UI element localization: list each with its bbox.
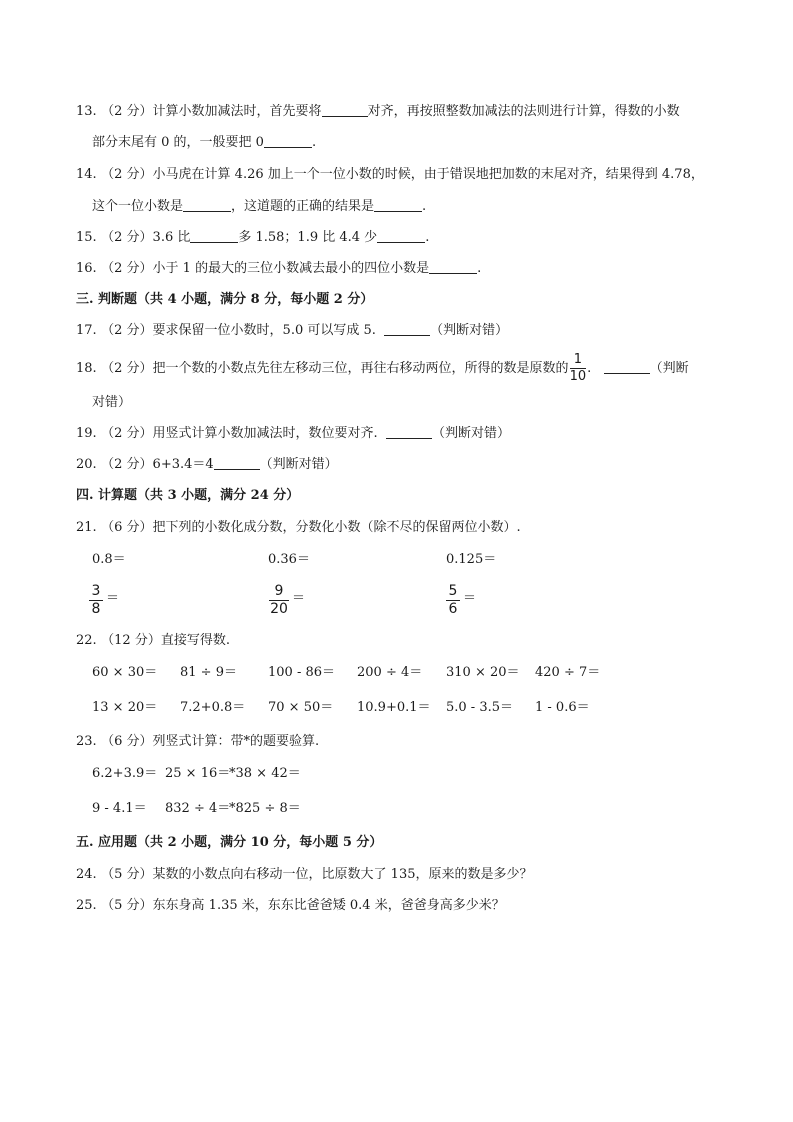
question-23: [76, 733, 319, 751]
question-number: 13.: [76, 104, 97, 119]
score: （2 分）: [101, 323, 153, 338]
fraction: [570, 353, 587, 384]
question-text: ，这道题的正确的结果是: [231, 199, 375, 214]
question-21: [76, 519, 521, 537]
equals-sign: ＝: [292, 591, 306, 606]
decimal-item: 0.125＝: [446, 552, 497, 567]
numerator: 1: [573, 352, 582, 367]
numerator: 5: [448, 583, 458, 599]
denominator: 20: [270, 601, 288, 617]
question-18-continued: 对错）: [92, 395, 132, 410]
question-18: [76, 353, 689, 384]
decimal-item: 0.8＝: [92, 552, 126, 567]
period: .: [587, 361, 592, 376]
answer-blank[interactable]: [190, 229, 238, 243]
answer-blank[interactable]: [214, 456, 260, 470]
question-text: 某数的小数点向右移动一位，比原数大了 135，原来的数是多少？: [152, 867, 533, 882]
question-19: [76, 425, 510, 443]
question-text: 把下列的小数化成分数，分数化小数（除不尽的保留两位小数）.: [152, 520, 521, 535]
fraction-item: [89, 584, 103, 617]
question-text: 直接写得数.: [160, 633, 230, 648]
answer-blank[interactable]: [604, 360, 650, 374]
question-14: [76, 166, 704, 184]
question-text: 要求保留一位小数时，5.0 可以写成 5.: [152, 323, 376, 338]
question-number: 21.: [76, 520, 97, 535]
question-number: 25.: [76, 898, 97, 913]
calc-item: 420 ÷ 7＝: [535, 665, 601, 680]
question-number: 18.: [76, 361, 97, 376]
question-text: 多 1.58；1.9 比 4.4 少: [238, 230, 378, 245]
question-13-continued: [92, 134, 316, 152]
question-text: 用竖式计算小数加减法时，数位要对齐.: [152, 426, 378, 441]
question-13: [76, 103, 680, 121]
calc-item: 1 - 0.6＝: [535, 700, 590, 715]
judge-note: （判断对错）: [259, 457, 338, 472]
calc-item: 100 - 86＝: [268, 665, 336, 680]
score: （5 分）: [101, 898, 153, 913]
question-number: 24.: [76, 867, 97, 882]
score: （2 分）: [101, 261, 153, 276]
question-text: 小于 1 的最大的三位小数减去最小的四位小数是: [152, 261, 430, 276]
period: .: [311, 135, 317, 150]
vertical-calc-item: 832 ÷ 4＝: [165, 801, 231, 816]
section-3-title: 三. 判断题（共 4 小题，满分 8 分，每小题 2 分）: [76, 292, 374, 307]
question-text: 把一个数的小数点先往左移动三位，再往右移动两位，所得的数是原数的: [152, 361, 569, 376]
fraction-item: [269, 584, 289, 617]
calc-item: 13 × 20＝: [92, 700, 158, 715]
question-number: 20.: [76, 457, 97, 472]
vertical-calc-item: 25 × 16＝: [165, 766, 231, 781]
equals-sign: ＝: [463, 591, 477, 606]
question-15: [76, 229, 429, 247]
answer-blank[interactable]: [374, 198, 422, 212]
answer-blank[interactable]: [429, 260, 477, 274]
numerator: 9: [274, 583, 284, 599]
question-text: 计算小数加减法时，首先要将: [152, 104, 322, 119]
numerator: 3: [91, 583, 101, 599]
question-text: 对齐，再按照整数加减法的法则进行计算，得数的小数: [367, 104, 680, 119]
question-text: 部分末尾有 0 的，一般要把 0: [92, 135, 264, 150]
score: （2 分）: [101, 230, 153, 245]
calc-item: 7.2+0.8＝: [180, 700, 246, 715]
question-14-continued: [92, 198, 426, 216]
equals-sign: ＝: [106, 591, 120, 606]
denominator: 8: [91, 601, 101, 617]
denominator: 6: [448, 601, 458, 617]
score: （2 分）: [101, 167, 153, 182]
question-number: 23.: [76, 734, 97, 749]
answer-blank[interactable]: [386, 425, 432, 439]
denominator: 10: [569, 369, 587, 384]
question-22: [76, 632, 230, 650]
answer-blank[interactable]: [264, 134, 312, 148]
question-text: 东东身高 1.35 米，东东比爸爸矮 0.4 米，爸爸身高多少米？: [152, 898, 505, 913]
fraction-item: [446, 584, 460, 617]
calc-item: 60 × 30＝: [92, 665, 158, 680]
answer-blank[interactable]: [384, 322, 430, 336]
score: （5 分）: [101, 867, 153, 882]
score: （2 分）: [101, 426, 153, 441]
question-number: 16.: [76, 261, 97, 276]
judge-note: （判断对错）: [430, 323, 509, 338]
answer-blank[interactable]: [183, 198, 231, 212]
answer-blank[interactable]: [377, 229, 425, 243]
question-number: 14.: [76, 167, 97, 182]
score: （2 分）: [101, 457, 153, 472]
score: （2 分）: [101, 361, 153, 376]
question-text: 列竖式计算：带*的题要验算.: [152, 734, 320, 749]
question-16: [76, 260, 481, 278]
score: （12 分）: [101, 633, 161, 648]
question-20: [76, 456, 338, 474]
score: （6 分）: [101, 734, 153, 749]
judge-note: （判断: [649, 361, 689, 376]
vertical-calc-item: 6.2+3.9＝: [92, 766, 158, 781]
answer-blank[interactable]: [322, 103, 368, 117]
judge-note: （判断对错）: [431, 426, 510, 441]
score: （2 分）: [101, 104, 153, 119]
calc-item: 5.0 - 3.5＝: [446, 700, 514, 715]
calc-item: 81 ÷ 9＝: [180, 665, 237, 680]
calc-item: 10.9+0.1＝: [357, 700, 431, 715]
question-24: [76, 866, 533, 884]
vertical-calc-item: *825 ÷ 8＝: [229, 801, 301, 816]
period: .: [422, 199, 427, 214]
question-number: 15.: [76, 230, 97, 245]
section-5-title: 五. 应用题（共 2 小题，满分 10 分，每小题 5 分）: [76, 835, 383, 850]
period: .: [425, 230, 430, 245]
vertical-calc-item: *38 × 42＝: [229, 766, 301, 781]
decimal-item: 0.36＝: [268, 552, 310, 567]
question-text: 3.6 比: [152, 230, 191, 245]
question-25: [76, 897, 505, 915]
period: .: [477, 261, 482, 276]
question-number: 19.: [76, 426, 97, 441]
question-text: 这个一位小数是: [92, 199, 184, 214]
calc-item: 310 × 20＝: [446, 665, 520, 680]
question-number: 17.: [76, 323, 97, 338]
vertical-calc-item: 9 - 4.1＝: [92, 801, 147, 816]
question-17: [76, 322, 508, 340]
calc-item: 200 ÷ 4＝: [357, 665, 423, 680]
question-text: 6+3.4＝4: [152, 457, 214, 472]
question-text: 小马虎在计算 4.26 加上一个一位小数的时候，由于错误地把加数的末尾对齐，结果得到 4.78，: [152, 167, 704, 182]
question-number: 22.: [76, 633, 97, 648]
score: （6 分）: [101, 520, 153, 535]
calc-item: 70 × 50＝: [268, 700, 334, 715]
section-4-title: 四. 计算题（共 3 小题，满分 24 分）: [76, 488, 300, 503]
